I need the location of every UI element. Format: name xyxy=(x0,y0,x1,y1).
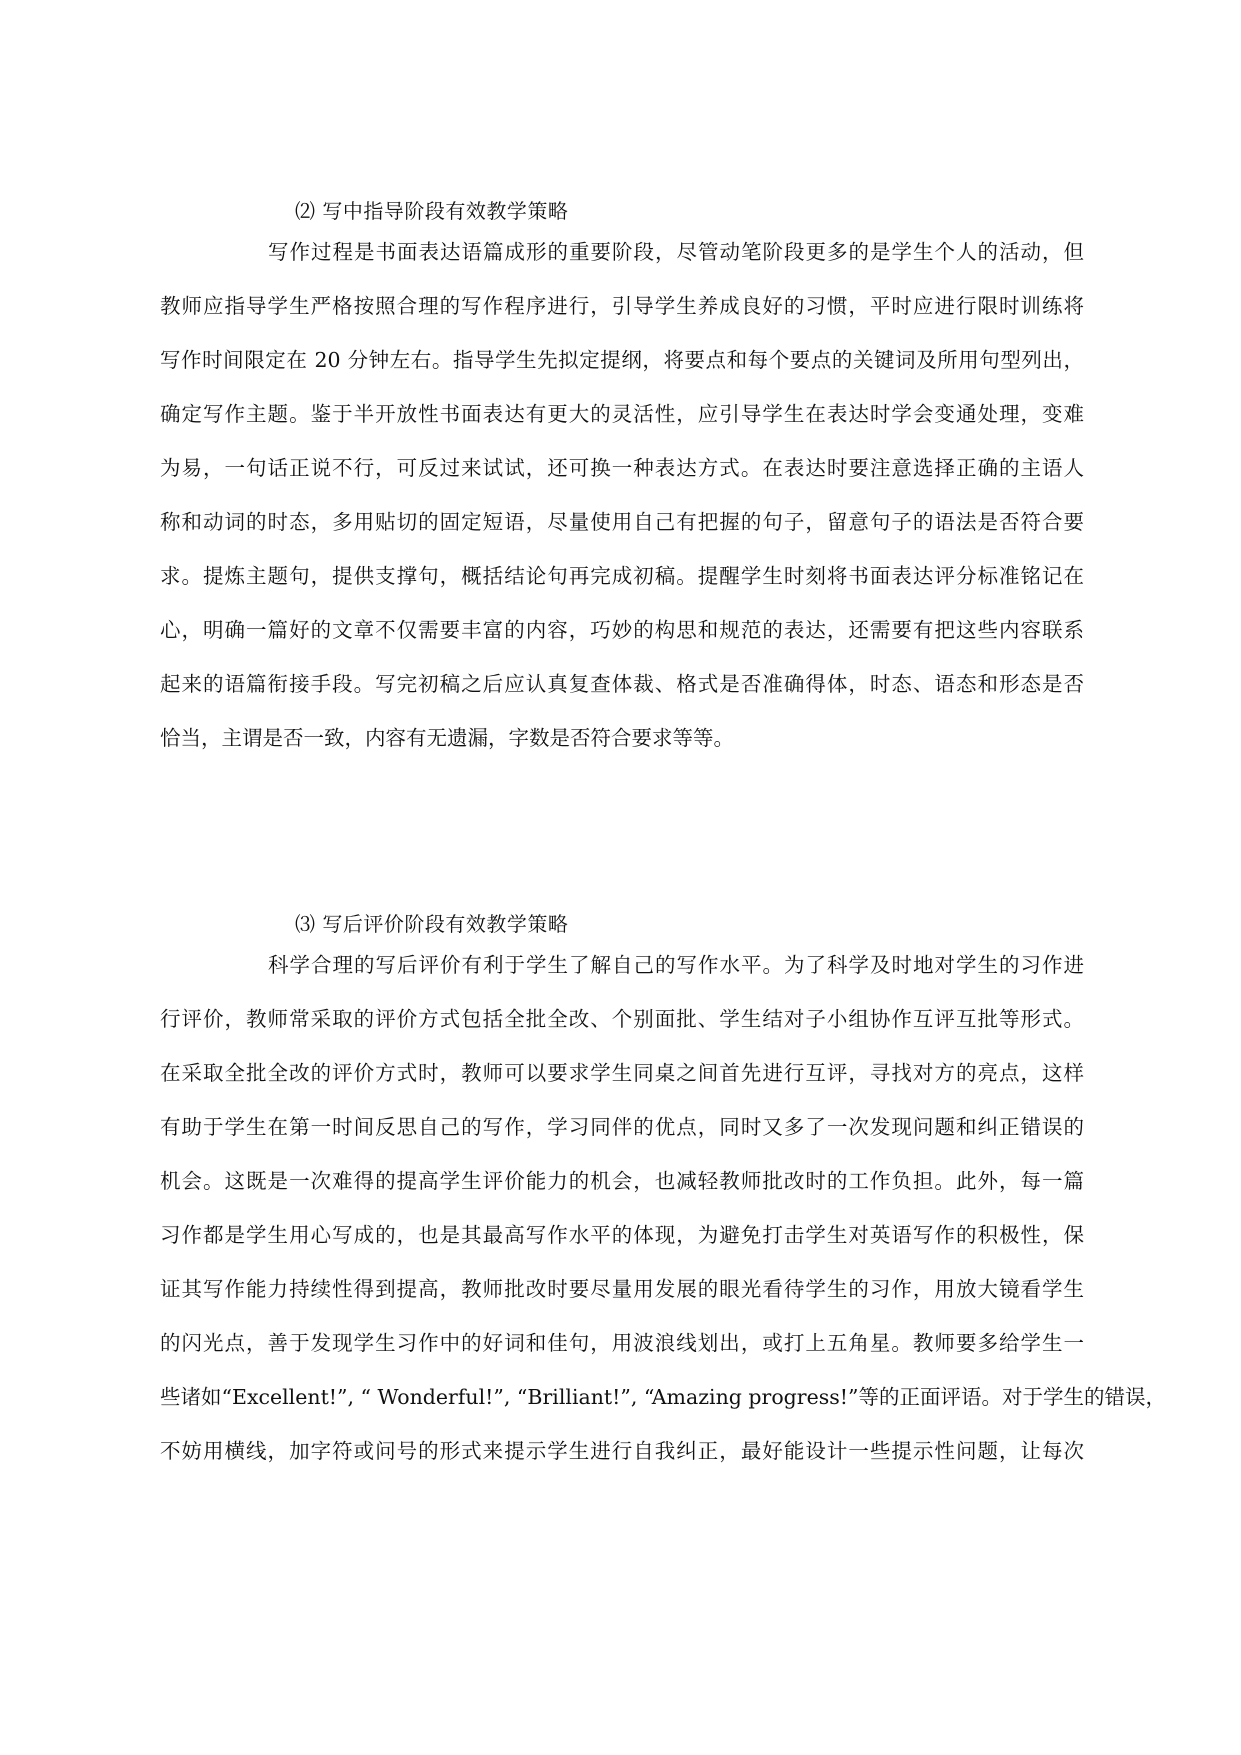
paragraph-line: 写作过程是书面表达语篇成形的重要阶段，尽管动笔阶段更多的是学生个人的活动，但 xyxy=(268,240,1084,264)
section-heading: ⑵ 写中指导阶段有效教学策略 xyxy=(295,199,569,223)
paragraph-line: 写作时间限定在 20 分钟左右。指导学生先拟定提纲，将要点和每个要点的关键词及所用句型列出， xyxy=(160,348,1084,372)
paragraph-line: 心，明确一篇好的文章不仅需要丰富的内容，巧妙的构思和规范的表达，还需要有把这些内容联系 xyxy=(160,618,1084,642)
paragraph-line: 行评价，教师常采取的评价方式包括全批全改、个别面批、学生结对子小组协作互评互批等形式。 xyxy=(160,1007,1084,1031)
paragraph-line: 些诸如“Excellent!”, “ Wonderful!”, “Brilliant!”, “Amazing progress!”等的正面评语。对于学生的错误， xyxy=(160,1385,1166,1409)
paragraph-line: 教师应指导学生严格按照合理的写作程序进行，引导学生养成良好的习惯，平时应进行限时训练将 xyxy=(160,294,1084,318)
paragraph-line: 求。提炼主题句，提供支撑句，概括结论句再完成初稿。提醒学生时刻将书面表达评分标准铭记在 xyxy=(160,564,1084,588)
paragraph-line: 恰当，主谓是否一致，内容有无遗漏，字数是否符合要求等等。 xyxy=(160,726,734,750)
section-heading: ⑶ 写后评价阶段有效教学策略 xyxy=(295,912,569,936)
paragraph-line: 科学合理的写后评价有利于学生了解自己的写作水平。为了科学及时地对学生的习作进 xyxy=(268,953,1084,977)
paragraph-line: 不妨用横线，加字符或问号的形式来提示学生进行自我纠正，最好能设计一些提示性问题，让每次 xyxy=(160,1439,1084,1463)
paragraph-line: 有助于学生在第一时间反思自己的写作，学习同伴的优点，同时又多了一次发现问题和纠正错误的 xyxy=(160,1115,1084,1139)
paragraph-line: 证其写作能力持续性得到提高，教师批改时要尽量用发展的眼光看待学生的习作，用放大镜看学生 xyxy=(160,1277,1084,1301)
paragraph-line: 机会。这既是一次难得的提高学生评价能力的机会，也减轻教师批改时的工作负担。此外，每一篇 xyxy=(160,1169,1084,1193)
paragraph-line: 在采取全批全改的评价方式时，教师可以要求学生同桌之间首先进行互评，寻找对方的亮点，这样 xyxy=(160,1061,1084,1085)
paragraph-line: 称和动词的时态，多用贴切的固定短语，尽量使用自己有把握的句子，留意句子的语法是否符合要 xyxy=(160,510,1084,534)
paragraph-line: 起来的语篇衔接手段。写完初稿之后应认真复查体裁、格式是否准确得体，时态、语态和形态是否 xyxy=(160,672,1084,696)
paragraph-line: 习作都是学生用心写成的，也是其最高写作水平的体现，为避免打击学生对英语写作的积极性，保 xyxy=(160,1223,1084,1247)
paragraph-line: 确定写作主题。鉴于半开放性书面表达有更大的灵活性，应引导学生在表达时学会变通处理，变难 xyxy=(160,402,1084,426)
paragraph-line: 的闪光点，善于发现学生习作中的好词和佳句，用波浪线划出，或打上五角星。教师要多给学生一 xyxy=(160,1331,1084,1355)
paragraph-line: 为易，一句话正说不行，可反过来试试，还可换一种表达方式。在表达时要注意选择正确的主语人 xyxy=(160,456,1084,480)
